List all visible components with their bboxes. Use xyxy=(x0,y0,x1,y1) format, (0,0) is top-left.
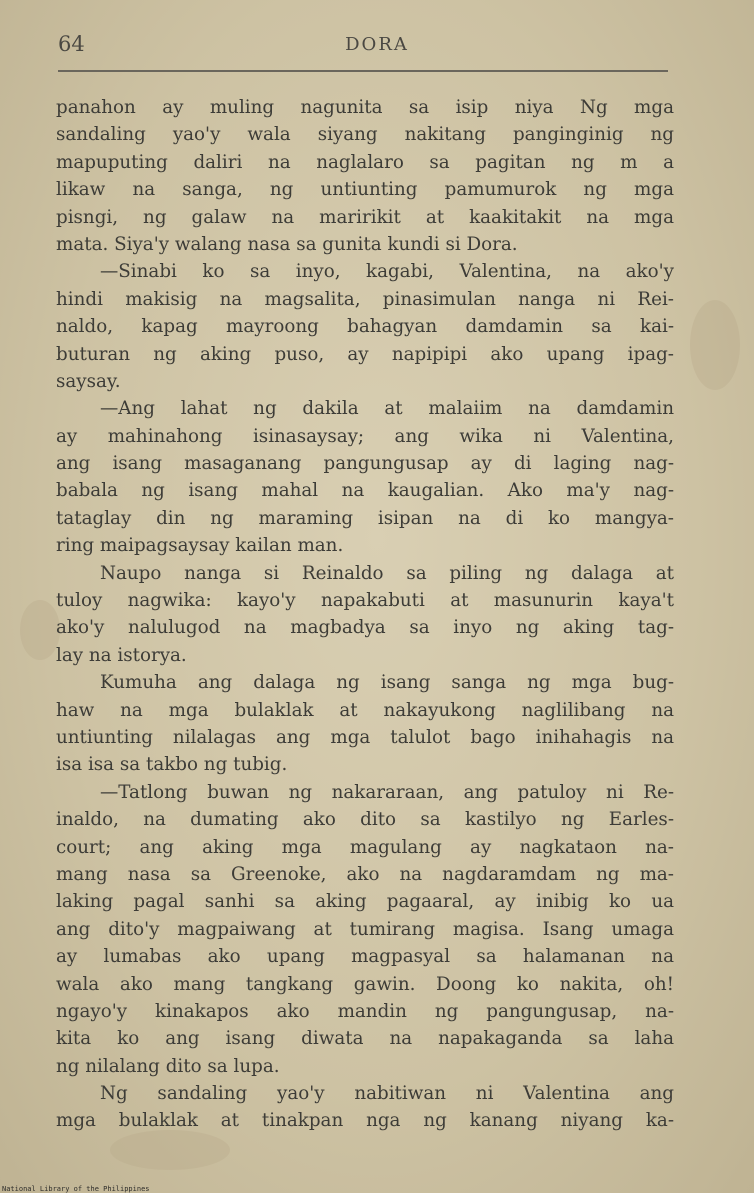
text-line: —Sinabi ko sa inyo, kagabi, Valentina, na ako'y xyxy=(100,261,674,283)
text-line: buturan ng aking puso, ay napipipi ako upang ipag- xyxy=(56,343,674,365)
text-line: Kumuha ang dalaga ng isang sanga ng mga bug- xyxy=(100,672,674,694)
header-rule xyxy=(58,70,668,72)
body-text xyxy=(56,94,674,1135)
text-line: —Tatlong buwan ng nakararaan, ang patuloy ni Re- xyxy=(100,781,674,803)
text-line: ng nilalang dito sa lupa. xyxy=(56,1055,280,1077)
text-line: isa isa sa takbo ng tubig. xyxy=(56,754,288,776)
text-line: wala ako mang tangkang gawin. Doong ko nakita, oh! xyxy=(56,973,674,995)
text-line: kita ko ang isang diwata na napakaganda sa laha xyxy=(56,1028,674,1050)
text-line: —Ang lahat ng dakila at malaiim na damdamin xyxy=(100,398,674,420)
text-line: untiunting nilalagas ang mga talulot bago inihahagis na xyxy=(56,726,674,748)
text-line: ring maipagsaysay kailan man. xyxy=(56,535,344,557)
text-line: laking pagal sanhi sa aking pagaaral, ay inibig ko ua xyxy=(56,891,674,913)
text-line: saysay. xyxy=(56,370,121,392)
text-line: pisngi, ng galaw na maririkit at kaakitakit na mga xyxy=(56,206,674,228)
text-line: haw na mga bulaklak at nakayukong naglilibang na xyxy=(56,699,674,721)
page-number: 64 xyxy=(58,32,85,56)
text-line: ako'y nalulugod na magbadya sa inyo ng aking tag- xyxy=(56,617,674,639)
text-line: lay na istorya. xyxy=(56,644,187,666)
text-line: Ng sandaling yao'y nabitiwan ni Valentina ang xyxy=(100,1083,674,1105)
text-line: naldo, kapag mayroong bahagyan damdamin sa kai- xyxy=(56,316,674,338)
text-line: mapuputing daliri na naglalaro sa pagitan ng m a xyxy=(56,151,674,173)
running-title: DORA xyxy=(345,34,409,55)
text-line: hindi makisig na magsalita, pinasimulan nanga ni Rei- xyxy=(56,288,674,310)
text-line: mata. Siya'y walang nasa sa gunita kundi si Dora. xyxy=(56,233,518,255)
text-line: inaldo, na dumating ako dito sa kastilyo ng Earles- xyxy=(56,809,674,831)
text-line: panahon ay muling nagunita sa isip niya Ng mga xyxy=(56,97,674,118)
text-line: tuloy nagwika: kayo'y napakabuti at masunurin kaya't xyxy=(56,590,674,612)
text-line: sandaling yao'y wala siyang nakitang panginginig ng xyxy=(56,124,674,146)
text-line: tataglay din ng maraming isipan na di ko mangya- xyxy=(56,507,674,529)
text-line: likaw na sanga, ng untiunting pamumurok ng mga xyxy=(56,179,674,201)
text-line: ang dito'y magpaiwang at tumirang magisa. Isang umaga xyxy=(56,918,674,940)
text-line: mang nasa sa Greenoke, ako na nagdaramdam ng ma- xyxy=(56,863,674,885)
text-line: babala ng isang mahal na kaugalian. Ako ma'y nag- xyxy=(56,480,674,502)
text-line: ngayo'y kinakapos ako mandin ng pangungusap, na- xyxy=(56,1000,674,1022)
text-line: court; ang aking mga magulang ay nagkataon na- xyxy=(56,836,674,858)
footer-credit: National Library of the Philippines xyxy=(2,1185,150,1193)
text-line: ang isang masaganang pangungusap ay di laging nag- xyxy=(56,453,674,475)
text-line: Naupo nanga si Reinaldo sa piling ng dalaga at xyxy=(100,562,674,584)
text-line: ay mahinahong isinasaysay; ang wika ni Valentina, xyxy=(56,425,674,447)
page-header xyxy=(58,32,696,62)
text-line: ay lumabas ako upang magpasyal sa halamanan na xyxy=(56,946,674,968)
text-line: mga bulaklak at tinakpan nga ng kanang niyang ka- xyxy=(56,1110,674,1132)
